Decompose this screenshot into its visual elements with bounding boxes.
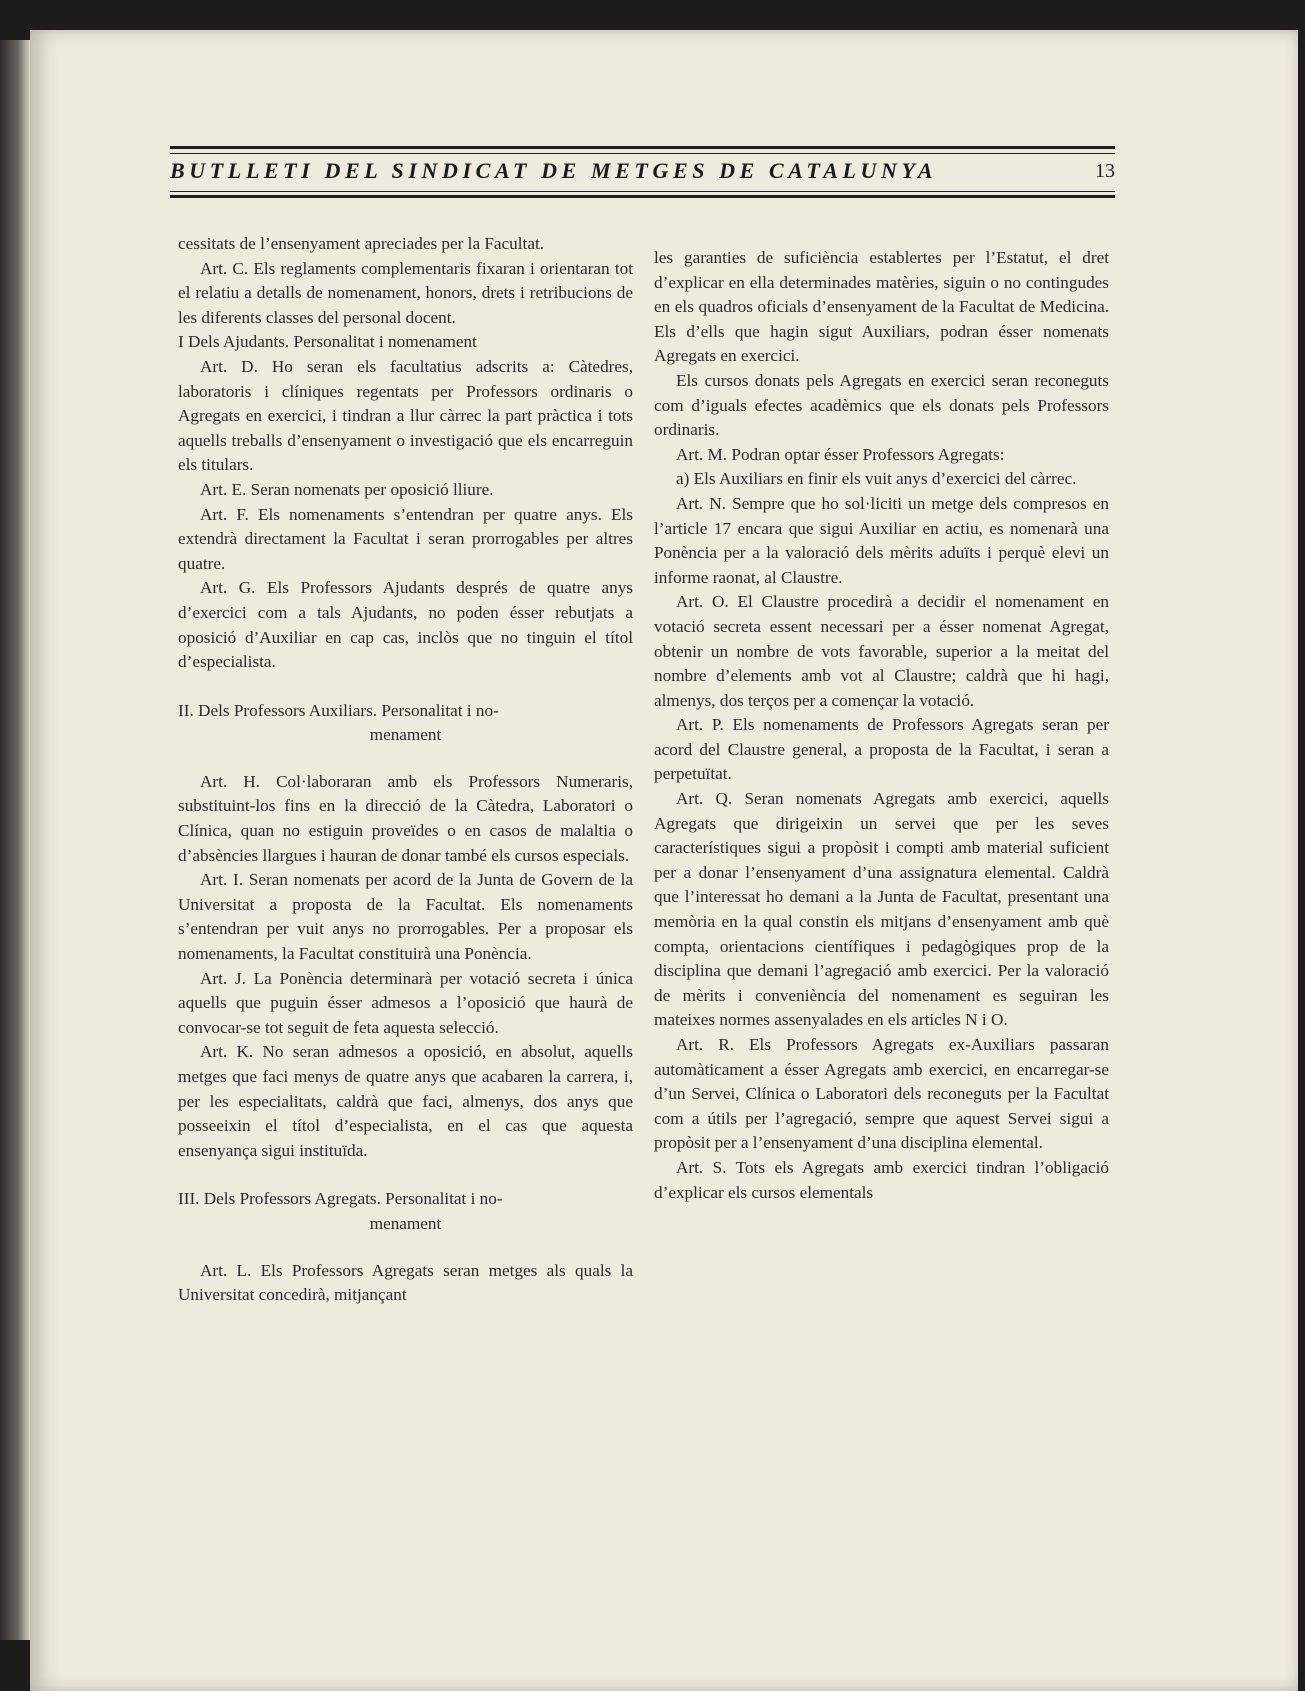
section-heading-auxiliars	[178, 699, 633, 748]
paragraph-art-f: Art. F. Els nomenaments s’entendran per quatre anys. Els extendrà directament la Facultat i seran prorrogables per altres quatre.	[178, 504, 633, 573]
page-number: 13	[1095, 160, 1115, 182]
section-heading-agregats	[178, 1187, 633, 1236]
paragraph-art-k: Art. K. No seran admesos a oposició, en absolut, aquells metges que faci menys de quatre anys que acabaren la carrera, i, per les especialitats, caldrà que faci, almenys, dos anys que posseeixin el títol d’especialista, en el cas que aquesta ensenyança sigui instituïda.	[178, 1042, 633, 1160]
right-text-column	[654, 246, 1109, 1205]
paragraph: Els cursos donats pels Agregats en exercici seran reconeguts com d’iguals efectes acadèmics que els donats pels Professors ordinaris.	[654, 370, 1109, 440]
running-header	[170, 146, 1115, 198]
paragraph-item-a: a) Els Auxiliars en finir els vuit anys d’exercici del càrrec.	[676, 469, 1077, 489]
section-heading-line: menament	[369, 1213, 442, 1233]
paragraph: cessitats de l’ensenyament apreciades per la Facultat.	[178, 234, 545, 253]
paragraph-art-i: Art. I. Seran nomenats per acord de la Junta de Govern de la Universitat a proposta de la Facultat. Els nomenaments s’entendran per vuit anys no prorrogables. Per a proposar els nomenaments, la Facultat constituirà una Ponència.	[178, 870, 633, 964]
paragraph-art-c: Art. C. Els reglaments complementaris fixaran i orientaran tot el relatiu a detalls de nomenament, honors, drets i retribucions de les diferents classes del personal docent.	[178, 258, 633, 327]
section-heading-line: menament	[369, 725, 442, 745]
header-rule-bottom	[170, 195, 1115, 198]
left-text-column	[178, 232, 633, 1308]
paragraph-art-j: Art. J. La Ponència determinarà per votació secreta i única aquells que puguin ésser admesos a l’oposició que haurà de convocar-se tot seguit de feta aquesta selecció.	[178, 968, 633, 1037]
paragraph-art-p: Art. P. Els nomenaments de Professors Agregats seran per acord del Claustre general, a proposta de la Facultat, i seran a perpetuïtat.	[654, 715, 1109, 784]
paragraph-art-o: Art. O. El Claustre procedirà a decidir el nomenament en votació secreta essent necessari per a ésser nomenat Agregat, obtenir un nombre de vots favorable, superior a la meitat del nombre d’elements amb vot al Claustre; caldrà que hi hagi, almenys, dos terços per a començar la votació.	[654, 592, 1109, 710]
header-rule-top-thin	[170, 153, 1115, 154]
paragraph-art-d: Art. D. Ho seran els facultatius adscrits a: Càtedres, laboratoris i clíniques regentats per Professors ordinaris o Agregats en exercici, i tindran a llur càrrec la part pràctica i tots aquells treballs d’ensenyament o investigació que els encarreguin els titulars.	[178, 356, 633, 475]
section-heading-line: III. Dels Professors Agregats. Personalitat i no-	[178, 1189, 503, 1209]
paragraph-art-l: Art. L. Els Professors Agregats seran metges als quals la Universitat concedirà, mitjançant	[178, 1260, 633, 1305]
paragraph-art-n: Art. N. Sempre que ho sol·liciti un metge dels compresos en l’article 17 encara que sigui Auxiliar en actiu, es nomenarà una Ponència per a la valoració dels mèrits aduïts i perquè elevi un informe raonat, al Claustre.	[654, 493, 1109, 587]
paragraph: les garanties de suficiència establertes per l’Estatut, el dret d’explicar en ella determinades matèries, siguin o no contingudes en els quadros oficials d’ensenyament de la Facultat de Medicina. Els d’ells que hagin sigut Auxiliars, podran ésser nomenats Agregats en exercici.	[654, 248, 1109, 366]
paragraph-art-s: Art. S. Tots els Agregats amb exercici tindran l’obligació d’explicar els cursos elementals	[654, 1157, 1109, 1202]
header-rule-top	[170, 146, 1115, 149]
paragraph-art-g: Art. G. Els Professors Ajudants després de quatre anys d’exercici com a tals Ajudants, no poden ésser rebutjats a oposició d’Auxiliar en cap cas, inclòs que no tinguin el títol d’especialista.	[178, 578, 633, 672]
book-binding-shadow	[0, 40, 30, 1640]
section-heading-line: II. Dels Professors Auxiliars. Personalitat i no-	[178, 700, 499, 720]
paragraph-art-e: Art. E. Seran nomenats per oposició lliure.	[200, 479, 494, 499]
paragraph-art-m: Art. M. Podran optar ésser Professors Agregats:	[676, 444, 1005, 464]
paragraph-art-r: Art. R. Els Professors Agregats ex-Auxiliars passaran automàticament a ésser Agregats amb exercici, en encarregar-se d’un Servei, Clínica o Laboratori dels reconeguts per la Facultat com a útils per l’agregació, sempre que aquest Servei sigui a propòsit per a l’ensenyament d’una disciplina elemental.	[654, 1035, 1109, 1153]
header-rule-bottom-thin	[170, 191, 1115, 192]
journal-title: BUTLLETI DEL SINDICAT DE METGES DE CATALUNYA	[170, 158, 938, 183]
paragraph-art-q: Art. Q. Seran nomenats Agregats amb exercici, aquells Agregats que dirigeixin un servei que per les seves característiques sigui a propòsit i compti amb material suficient per a donar l’ensenyament d’una assignatura elemental. Caldrà que l’interessat ho demani a la Junta de Facultat, presentant una memòria en la qual constin els mitjans d’ensenyament amb què compta, orientacions científiques i pedagògiques prop de la disciplina que demani l’agregació amb exercici. Per la valoració de mèrits i conveniència del nomenament es seguiran les mateixes normes assenyalades en els articles N i O.	[654, 789, 1109, 1030]
subheading-ajudants: I Dels Ajudants. Personalitat i nomenament	[178, 332, 477, 352]
paragraph-art-h: Art. H. Col·laboraran amb els Professors Numeraris, substituint-los fins en la direcció de la Càtedra, Laboratori o Clínica, quan no estiguin proveïdes o en casos de malaltia o d’absències llargues i hauran de donar també els cursos especials.	[178, 771, 633, 865]
